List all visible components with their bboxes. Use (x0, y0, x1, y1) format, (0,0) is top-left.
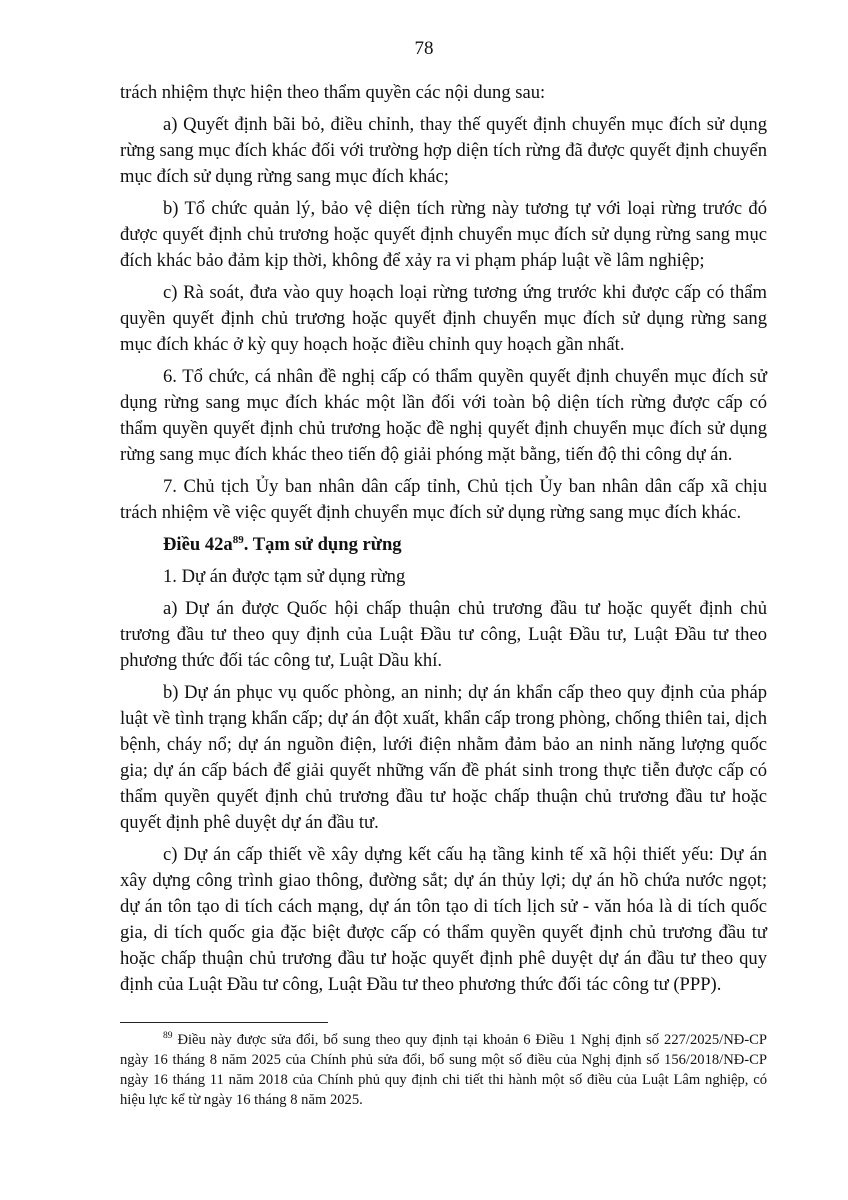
document-body (120, 80, 767, 1004)
paragraph-item-c: c) Rà soát, đưa vào quy hoạch loại rừng tương ứng trước khi được cấp có thẩm quyền quyết định chủ trương hoặc quyết định chuyển mục đích sử dụng rừng sang mục đích khác ở kỳ quy hoạch hoặc điều chỉnh quy hoạch gần nhất. (120, 282, 767, 355)
paragraph-item-1a: a) Dự án được Quốc hội chấp thuận chủ trương đầu tư hoặc quyết định chủ trương đầu tư theo quy định của Luật Đầu tư công, Luật Đầu tư, Luật Đầu tư theo phương thức đối tác công tư, Luật Dầu khí. (120, 598, 767, 671)
footnote (120, 1030, 767, 1110)
article-title: . Tạm sử dụng rừng (243, 534, 402, 555)
article-heading (120, 532, 767, 558)
footnote-number: 89 (163, 1031, 173, 1042)
footnote-reference[interactable]: 89 (232, 533, 244, 546)
paragraph-clause-1: 1. Dự án được tạm sử dụng rừng (163, 566, 406, 587)
footnote-text: Điều này được sửa đổi, bổ sung theo quy định tại khoản 6 Điều 1 Nghị định số 227/2025/NĐ-CP ngày 16 tháng 8 năm 2025 của Chính phủ sửa đổi, bổ sung một số điều của Nghị định số 156/2018/NĐ-CP ngày 16 tháng 11 năm 2018 của Chính phủ quy định chi tiết thi hành một số điều của Luật Lâm nghiệp, có hiệu lực kể từ ngày 16 tháng 8 năm 2025. (120, 1032, 767, 1108)
article-label: Điều 42a (163, 534, 233, 555)
paragraph-item-1c: c) Dự án cấp thiết về xây dựng kết cấu hạ tầng kinh tế xã hội thiết yếu: Dự án xây dựng công trình giao thông, đường sắt; dự án thủy lợi; dự án hồ chứa nước ngọt; dự án tôn tạo di tích cách mạng, dự án tôn tạo di tích lịch sử - văn hóa là di tích quốc gia, di tích quốc gia đặc biệt được cấp có thẩm quyền quyết định chủ trương đầu tư hoặc chấp thuận chủ trương đầu tư hoặc quyết định phê duyệt dự án đầu tư theo quy định của Luật Đầu tư công, Luật Đầu tư theo phương thức đối tác công tư (PPP). (120, 844, 767, 995)
paragraph-clause-7: 7. Chủ tịch Ủy ban nhân dân cấp tỉnh, Chủ tịch Ủy ban nhân dân cấp xã chịu trách nhiệm về việc quyết định chuyển mục đích sử dụng rừng sang mục đích khác. (120, 476, 767, 523)
footnote-divider (120, 1022, 328, 1023)
paragraph-item-a: a) Quyết định bãi bỏ, điều chỉnh, thay thế quyết định chuyển mục đích sử dụng rừng sang mục đích khác đối với trường hợp diện tích rừng đã được quyết định chuyển mục đích sử dụng rừng sang mục đích khác; (120, 114, 767, 187)
paragraph-intro: trách nhiệm thực hiện theo thẩm quyền các nội dung sau: (120, 82, 546, 103)
paragraph-item-b: b) Tổ chức quản lý, bảo vệ diện tích rừng này tương tự với loại rừng trước đó được quyết định chủ trương hoặc quyết định chuyển mục đích sử dụng rừng sang mục đích khác bảo đảm kịp thời, không để xảy ra vi phạm pháp luật về lâm nghiệp; (120, 198, 767, 271)
paragraph-item-1b: b) Dự án phục vụ quốc phòng, an ninh; dự án khẩn cấp theo quy định của pháp luật về tình trạng khẩn cấp; dự án đột xuất, khẩn cấp trong phòng, chống thiên tai, dịch bệnh, cháy nổ; dự án nguồn điện, lưới điện nhằm đảm bảo an ninh năng lượng quốc gia; dự án cấp bách để giải quyết những vấn đề phát sinh trong thực tiễn được cấp có thẩm quyền quyết định chủ trương đầu tư hoặc chấp thuận chủ trương đầu tư hoặc quyết định phê duyệt dự án đầu tư. (120, 682, 767, 833)
page-number: 78 (414, 38, 434, 59)
paragraph-clause-6: 6. Tổ chức, cá nhân đề nghị cấp có thẩm quyền quyết định chuyển mục đích sử dụng rừng sang mục đích khác một lần đối với toàn bộ diện tích rừng được cấp có thẩm quyền quyết định chủ trương hoặc đề nghị quyết định chuyển mục đích sử dụng rừng sang mục đích khác theo tiến độ giải phóng mặt bằng, tiến độ thi công dự án. (120, 366, 767, 465)
